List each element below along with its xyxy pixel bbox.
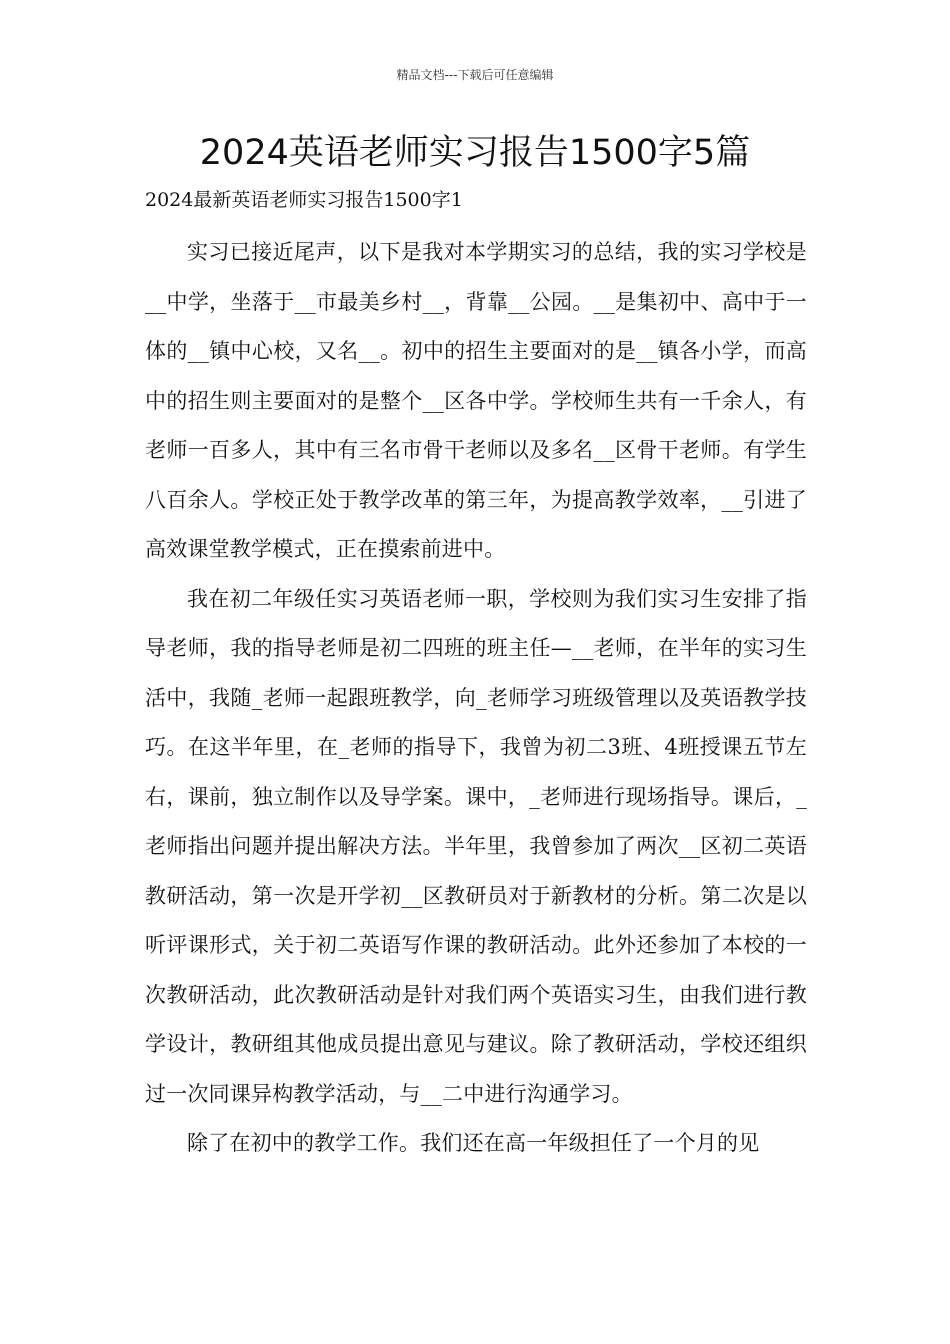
paragraph-2: 我在初二年级任实习英语老师一职，学校则为我们实习生安排了指导老师，我的指导老师是初二四班的班主任—__老师，在半年的实习生活中，我随_老师一起跟班教学，向_老师学习班级管理以及英语教学技巧。在这半年里，在_老师的指导下，我曾为初二3班、4班授课五节左右，课前，独立制作以及导学案。课中，_老师进行现场指导。课后，_老师指出问题并提出解决方法。半年里，我曾参加了两次__区初二英语教研活动，第一次是开学初__区教研员对于新教材的分析。第二次是以听评课形式，关于初二英语写作课的教研活动。此外还参加了本校的一次教研活动，此次教研活动是针对我们两个英语实习生，由我们进行教学设计，教研组其他成员提出意见与建议。除了教研活动，学校还组织过一次同课异构教学活动，与__二中进行沟通学习。 (145, 586, 807, 1106)
document-title: 2024英语老师实习报告1500字5篇 (199, 133, 751, 173)
header-note: 精品文档---下载后可任意编辑 (396, 68, 554, 82)
document-subtitle: 2024最新英语老师实习报告1500字1 (145, 189, 463, 211)
paragraph-3: 除了在初中的教学工作。我们还在高一年级担任了一个月的见 (187, 1131, 760, 1155)
document-body (145, 228, 807, 1169)
paragraph-1: 实习已接近尾声，以下是我对本学期实习的总结，我的实习学校是__中学，坐落于__市最美乡村__，背靠__公园。__是集初中、高中于一体的__镇中心校，又名__。初中的招生主要面对的是__镇各小学，而高中的招生则主要面对的是整个__区各中学。学校师生共有一千余人，有老师一百多人，其中有三名市骨干老师以及多名__区骨干老师。有学生八百余人。学校正处于教学改革的第三年，为提高教学效率，__引进了高效课堂教学模式，正在摸索前进中。 (145, 240, 807, 561)
